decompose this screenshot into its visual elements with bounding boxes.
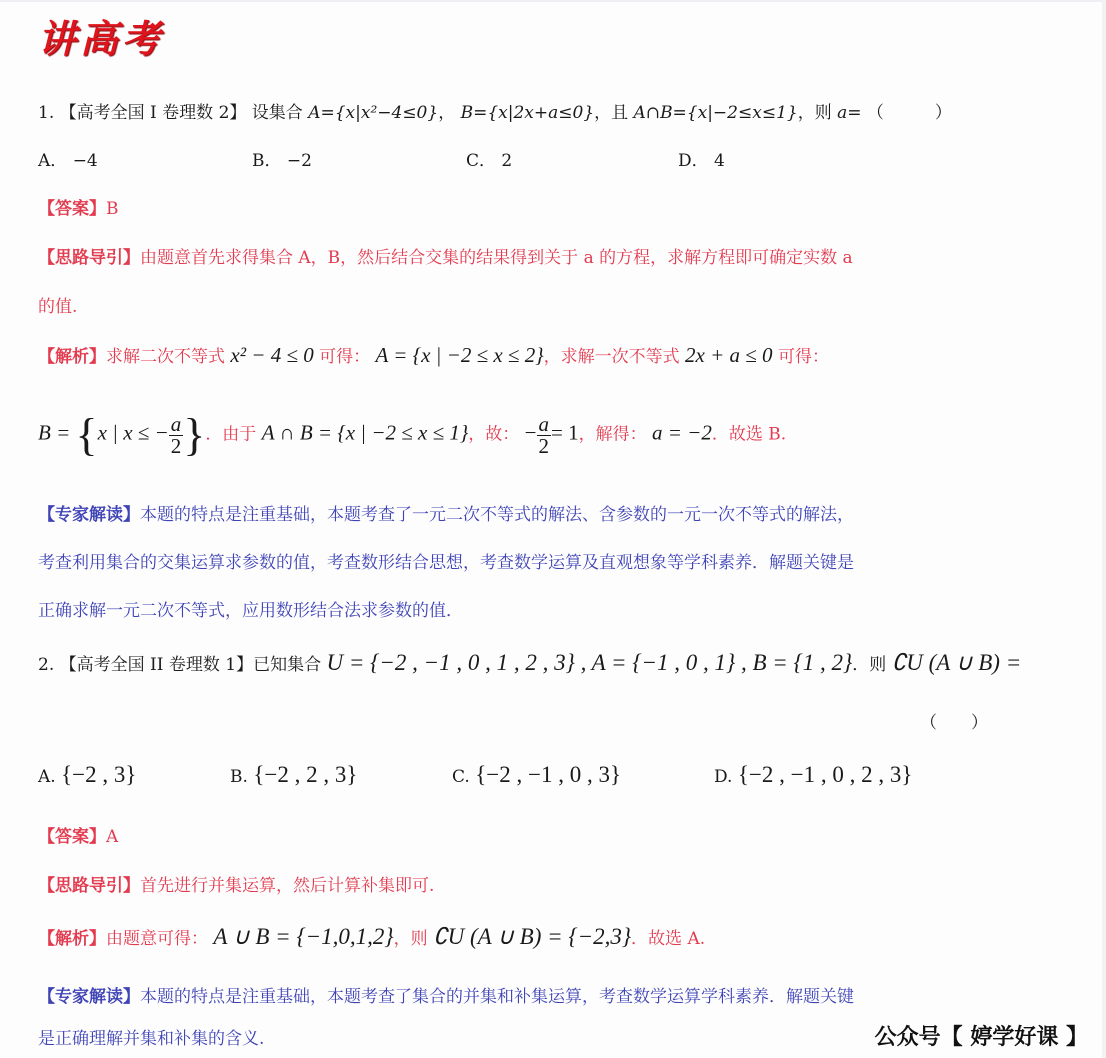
math-expr: 2x + a ≤ 0 <box>685 343 773 367</box>
q2-option-d <box>714 762 912 788</box>
option-label: A． <box>38 151 68 171</box>
frac-den: 2 <box>538 433 550 458</box>
hint-text: 由题意首先求得集合 A，B，然后结合交集的结果得到关于 a 的方程，求解方程即可确定实数 a <box>140 248 853 268</box>
top-border <box>0 0 1106 2</box>
q1-option-c <box>466 146 512 171</box>
right-brace: } <box>183 409 206 460</box>
q1-answer <box>38 194 119 219</box>
math-expr: B = <box>38 420 76 445</box>
option-label: D． <box>678 151 709 171</box>
option-label: A. <box>38 767 56 787</box>
q1-expert-line1 <box>38 500 854 525</box>
analysis-text: ．故选 B. <box>711 424 787 445</box>
option-label: C． <box>466 151 497 171</box>
q2-source: 【高考全国 II 卷理数 1】 <box>59 655 254 675</box>
option-value: 2 <box>501 151 513 171</box>
q2-analysis <box>38 924 705 950</box>
q2-option-c <box>452 762 621 788</box>
q1-sep: ， <box>438 103 456 123</box>
math-expr: A ∪ B = {−1,0,1,2} <box>213 924 394 949</box>
q1-hint-line2: 的值. <box>38 297 78 317</box>
q2-expert-line1 <box>38 982 854 1007</box>
math-expr: x² − 4 ≤ 0 <box>230 343 314 367</box>
frac-num: a <box>538 411 550 436</box>
analysis-text: 求解二次不等式 <box>106 347 225 367</box>
hint-text: 首先进行并集运算，然后计算补集即可. <box>140 876 435 896</box>
q1-hint-line1 <box>38 243 853 268</box>
expert-tag: 【专家解读】 <box>38 987 140 1007</box>
fraction-a-over-2 <box>169 411 184 458</box>
q1-stem-prefix: 设集合 <box>251 103 303 123</box>
analysis-text: 可得： <box>319 347 371 367</box>
option-value: −4 <box>72 151 98 171</box>
math-expr: = 1 <box>551 420 579 445</box>
math-expr: ∁U (A ∪ B) = {−2,3} <box>433 924 632 949</box>
analysis-text: ．故选 A. <box>631 929 706 949</box>
watermark: 公众号【 婷学好课 】 <box>874 1025 1088 1050</box>
fraction-a-over-2 <box>537 411 552 458</box>
option-value: {−2 , −1 , 0 , 3} <box>475 762 621 787</box>
q1-set-b: B={x|2x+a≤0} <box>460 103 595 123</box>
answer-value: A <box>106 827 119 847</box>
left-brace: { <box>75 409 98 460</box>
q2-stem-prefix: 已知集合 <box>253 655 322 675</box>
q2-then: ．则 <box>852 655 887 675</box>
q1-option-a <box>38 146 98 171</box>
analysis-tag: 【解析】 <box>38 347 106 367</box>
analysis-tag: 【解析】 <box>38 929 106 949</box>
hint-tag: 【思路导引】 <box>38 248 140 268</box>
analysis-text: ．由于 <box>205 424 257 445</box>
option-label: B． <box>252 151 282 171</box>
q2-complement: ∁U (A ∪ B) = <box>891 650 1022 675</box>
option-value: 4 <box>714 151 725 171</box>
q2-option-b <box>230 762 357 788</box>
q2-number: 2. <box>38 655 55 675</box>
option-value: −2 <box>286 151 312 171</box>
q1-stem <box>38 98 952 123</box>
q2-answer <box>38 822 118 847</box>
q1-var-a: a= <box>837 103 862 123</box>
right-border <box>1102 0 1106 1058</box>
q2-option-a <box>38 762 136 788</box>
expert-tag: 【专家解读】 <box>38 505 140 525</box>
math-expr: x | x ≤ − <box>97 420 169 445</box>
answer-value: B <box>106 199 119 219</box>
q1-source: 【高考全国 I 卷理数 2】 <box>59 103 247 123</box>
q1-then: ，则 <box>797 103 832 123</box>
math-expr: a = −2 <box>652 420 712 445</box>
analysis-text: ，故： <box>468 424 520 445</box>
hint-tag: 【思路导引】 <box>38 876 140 896</box>
q2-answer-blank: （ ） <box>920 713 988 733</box>
q1-and: ，且 <box>594 103 629 123</box>
q1-expert-line3: 正确求解一元二次不等式，应用数形结合法求参数的值． <box>38 601 463 621</box>
analysis-text: ，解得： <box>578 424 647 445</box>
q2-stem <box>38 650 1021 676</box>
q1-expert-line2: 考查利用集合的交集运算求参数的值，考查数形结合思想，考查数学运算及直观想象等学科素养．解题关键是 <box>38 553 854 573</box>
q1-option-b <box>252 146 312 171</box>
q1-answer-blank: （ ） <box>866 103 952 123</box>
analysis-text: 可得： <box>777 347 829 367</box>
q1-analysis-line1 <box>38 342 829 368</box>
option-value: {−2 , −1 , 0 , 2 , 3} <box>737 762 913 787</box>
q1-option-d <box>678 146 725 171</box>
q1-intersection: A∩B={x|−2≤x≤1} <box>633 103 798 123</box>
option-label: D. <box>714 767 733 787</box>
analysis-text: ，则 <box>393 929 428 949</box>
q1-number: 1. <box>38 103 55 123</box>
answer-tag: 【答案】 <box>38 827 106 847</box>
q1-analysis-line2 <box>38 409 787 460</box>
q1-set-a: A={x|x²−4≤0} <box>308 103 439 123</box>
option-value: {−2 , 3} <box>61 762 137 787</box>
q2-expert-line2: 是正确理解并集和补集的含义. <box>38 1029 265 1049</box>
expert-text: 本题的特点是注重基础，本题考查了一元二次不等式的解法、含参数的一元一次不等式的解法， <box>140 505 854 525</box>
q2-hint <box>38 871 434 896</box>
math-expr: A = {x | −2 ≤ x ≤ 2} <box>375 343 544 367</box>
analysis-text: 由题意可得： <box>106 929 208 949</box>
math-expr: − <box>524 420 537 445</box>
option-label: B. <box>230 767 248 787</box>
expert-text: 本题的特点是注重基础，本题考查了集合的并集和补集运算，考查数学运算学科素养．解题关键 <box>140 987 854 1007</box>
frac-num: a <box>170 411 182 436</box>
q2-sets: U = {−2 , −1 , 0 , 1 , 2 , 3} , A = {−1 , 0 , 1} , B = {1 , 2} <box>326 650 853 675</box>
option-label: C. <box>452 767 470 787</box>
frac-den: 2 <box>170 433 182 458</box>
math-expr: A ∩ B = {x | −2 ≤ x ≤ 1} <box>261 420 469 445</box>
analysis-text: ，求解一次不等式 <box>543 347 680 367</box>
option-value: {−2 , 2 , 3} <box>253 762 358 787</box>
page-title: 讲高考 <box>38 16 165 61</box>
answer-tag: 【答案】 <box>38 199 106 219</box>
